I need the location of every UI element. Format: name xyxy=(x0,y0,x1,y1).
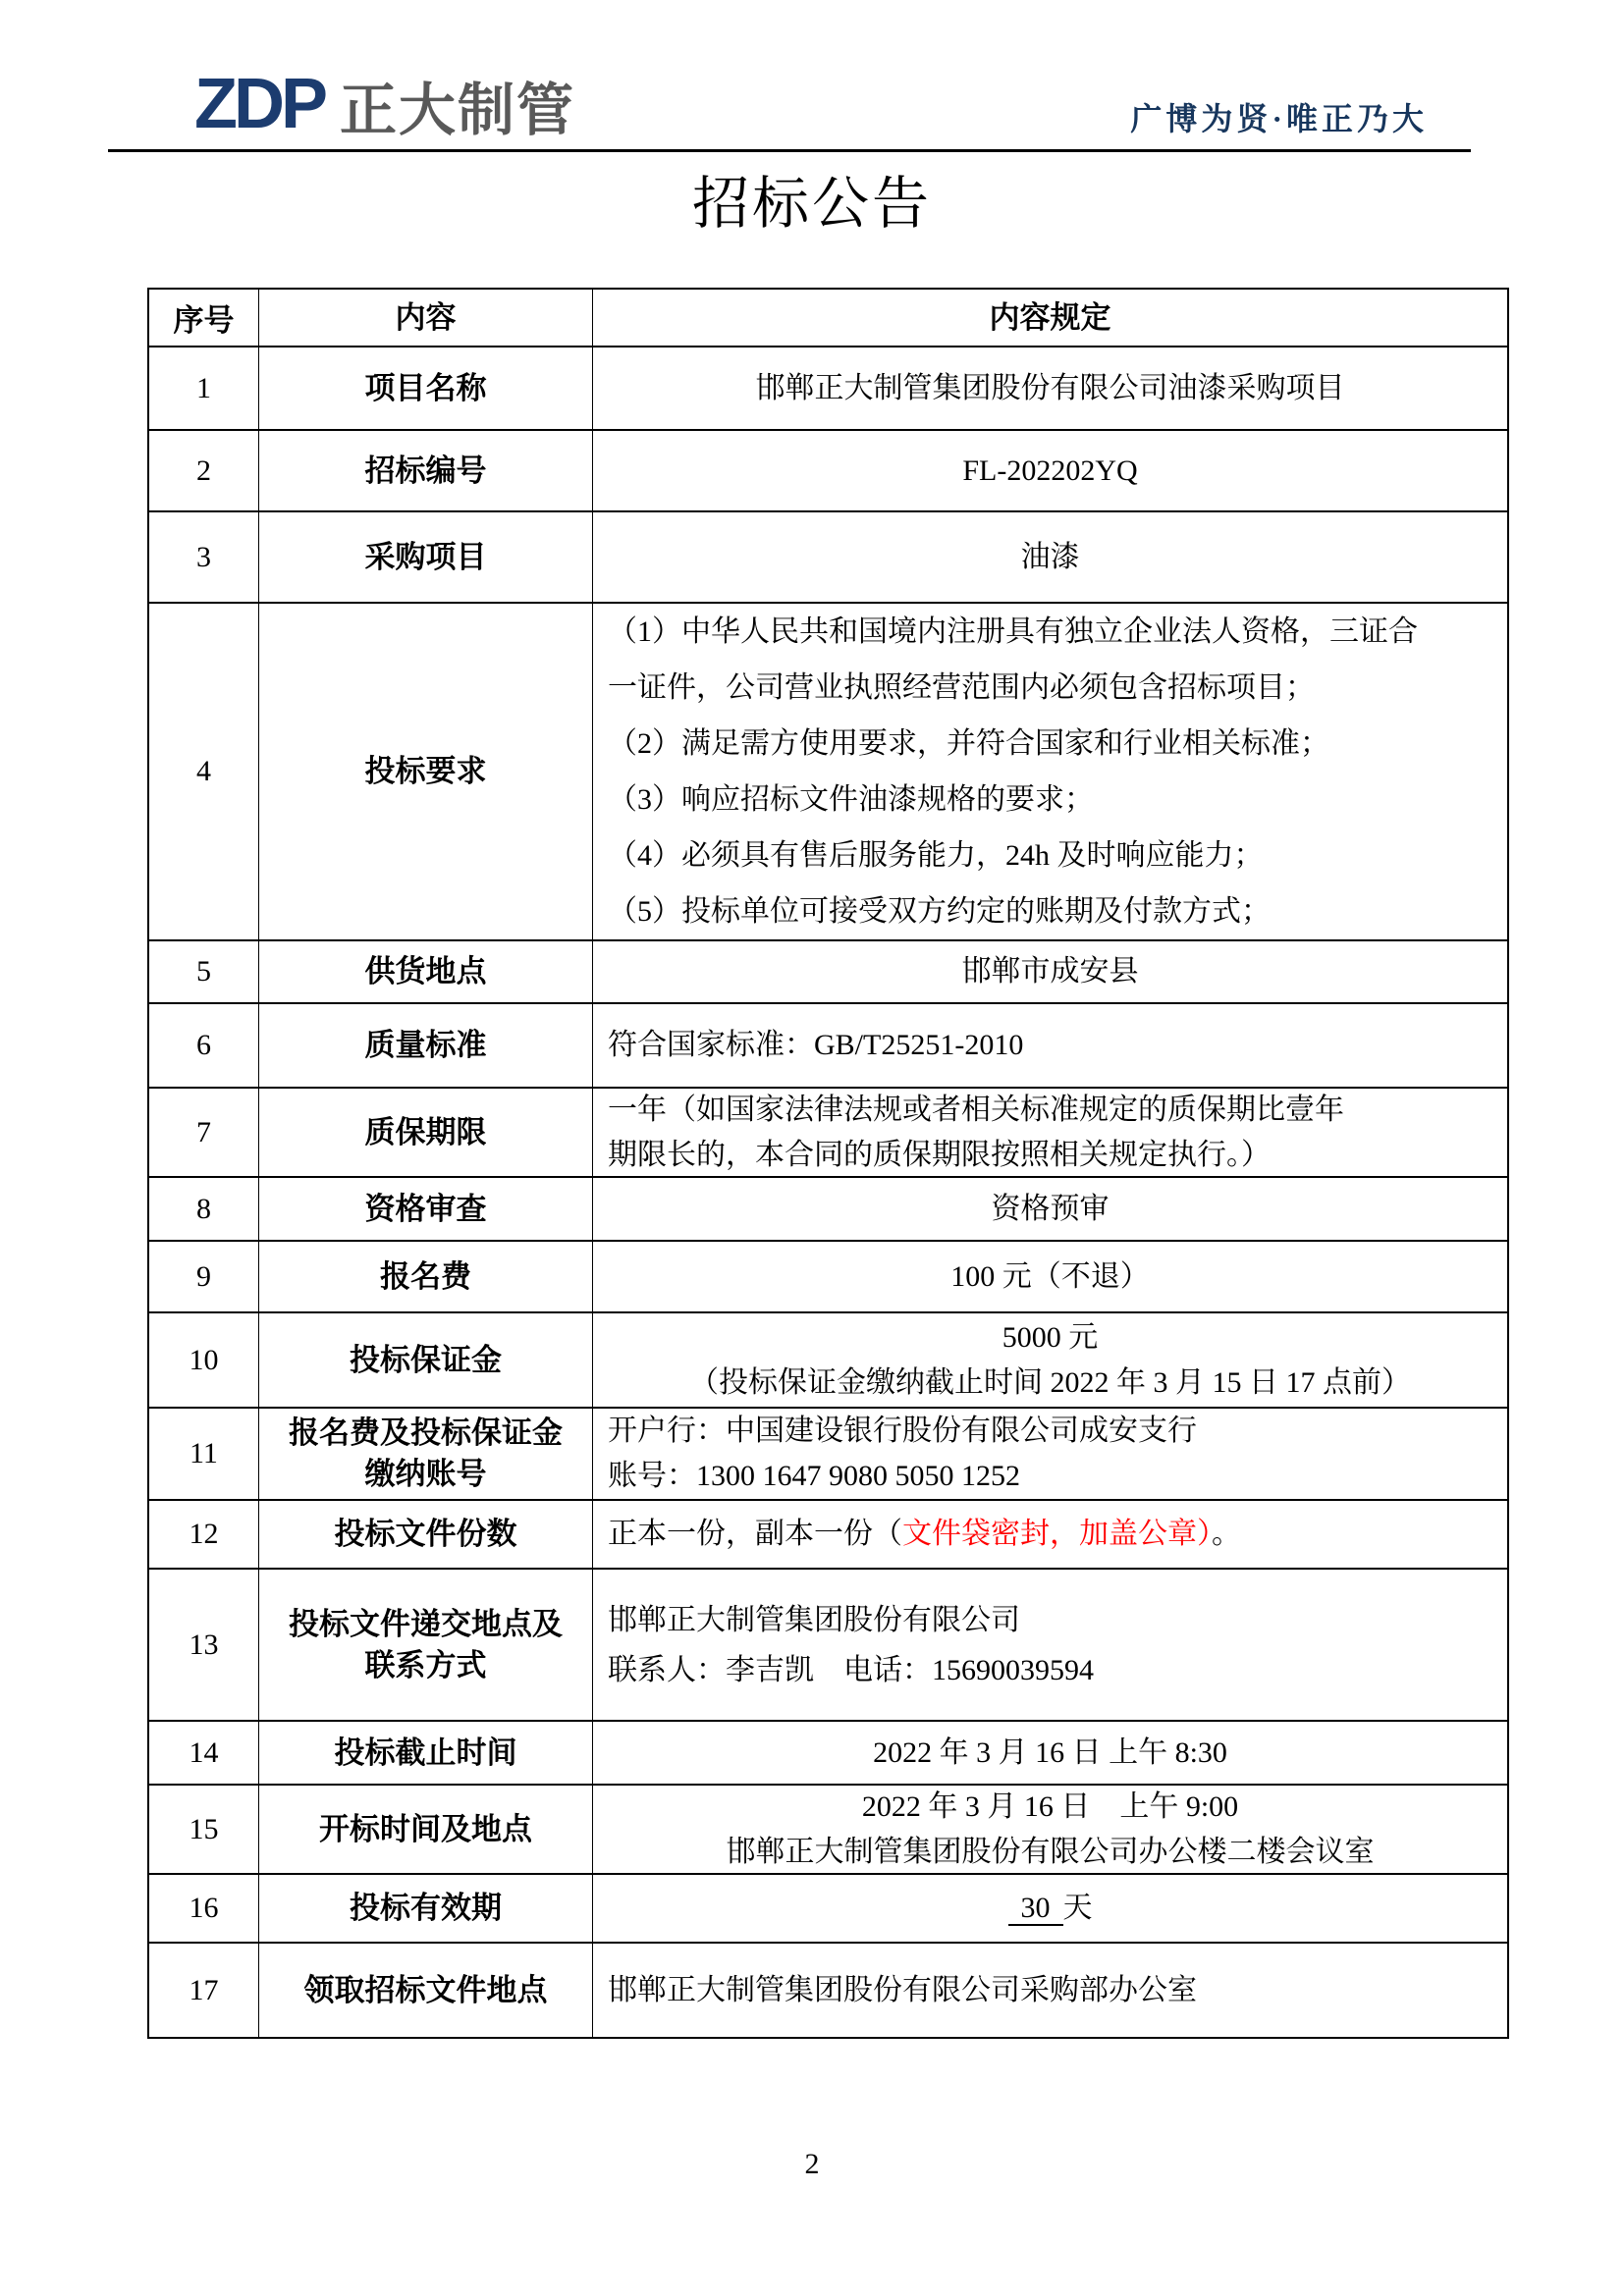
col-header-value: 内容规定 xyxy=(989,299,1111,335)
value-line: 账号：1300 1647 9080 5050 1252 xyxy=(608,1460,1020,1492)
requirement-line: （5）投标单位可接受双方约定的账期及付款方式； xyxy=(608,895,1271,928)
logo-company-name: 正大制管 xyxy=(340,78,576,142)
table-row xyxy=(149,1004,1507,1089)
table-row xyxy=(149,1178,1507,1242)
requirement-line: （4）必须具有售后服务能力，24h 及时响应能力； xyxy=(608,839,1264,872)
row-number: 4 xyxy=(149,604,259,939)
value-line: 邯郸正大制管集团股份有限公司 xyxy=(608,1603,1020,1636)
row-value: FL-202202YQ xyxy=(962,454,1138,487)
row-number: 10 xyxy=(149,1313,259,1407)
table-row xyxy=(149,941,1507,1004)
row-value xyxy=(593,1409,1507,1499)
row-number: 5 xyxy=(149,941,259,1002)
row-label: 资格审查 xyxy=(259,1178,593,1240)
logo-zdp-mark: ZDP xyxy=(194,65,324,143)
table-row xyxy=(149,1409,1507,1501)
row-value xyxy=(593,1786,1507,1873)
table-row xyxy=(149,1875,1507,1944)
row-number: 16 xyxy=(149,1875,259,1942)
row-number: 12 xyxy=(149,1501,259,1568)
table-row xyxy=(149,1944,1507,2037)
value-line: （投标保证金缴纳截止时间 2022 年 3 月 15 日 17 点前） xyxy=(689,1365,1411,1399)
row-label: 投标保证金 xyxy=(259,1313,593,1407)
value-line: 联系人：李吉凯 电话：15690039594 xyxy=(608,1653,1094,1686)
row-number: 7 xyxy=(149,1089,259,1176)
table-row xyxy=(149,347,1507,431)
row-label: 投标有效期 xyxy=(259,1875,593,1942)
value-text-red: 文件袋密封，加盖公章） xyxy=(902,1518,1212,1550)
value-line: 期限长的，本合同的质保期限按照相关规定执行。） xyxy=(608,1138,1271,1171)
row-number: 13 xyxy=(149,1570,259,1720)
row-value: 邯郸正大制管集团股份有限公司采购部办公室 xyxy=(608,1973,1197,2006)
requirement-line: （2）满足需方使用要求，并符合国家和行业相关标准； xyxy=(608,727,1329,760)
row-number: 9 xyxy=(149,1242,259,1311)
label-line: 缴纳账号 xyxy=(364,1457,487,1491)
page-title: 招标公告 xyxy=(691,172,932,236)
table-row xyxy=(149,604,1507,941)
row-value: 2022 年 3 月 16 日 上午 8:30 xyxy=(873,1735,1227,1769)
row-label: 供货地点 xyxy=(259,941,593,1002)
validity-days-underlined: 30 xyxy=(1008,1892,1063,1926)
row-value xyxy=(593,1570,1507,1720)
validity-unit: 天 xyxy=(1062,1892,1093,1924)
row-number: 1 xyxy=(149,347,259,429)
col-header-no: 序号 xyxy=(149,290,259,346)
row-value xyxy=(593,1313,1507,1407)
company-slogan: 广博为贤·唯正乃大 xyxy=(1130,101,1428,136)
row-value: 资格预审 xyxy=(991,1192,1110,1225)
row-label: 采购项目 xyxy=(259,512,593,602)
row-value xyxy=(593,1501,1507,1568)
row-label: 投标文件份数 xyxy=(259,1501,593,1568)
row-label: 领取招标文件地点 xyxy=(259,1944,593,2037)
value-line: 一年（如国家法律法规或者相关标准规定的质保期比壹年 xyxy=(608,1093,1344,1126)
requirement-line: （1）中华人民共和国境内注册具有独立企业法人资格，三证合 xyxy=(608,615,1418,648)
row-value xyxy=(593,1089,1507,1176)
row-label: 报名费 xyxy=(259,1242,593,1311)
row-number: 8 xyxy=(149,1178,259,1240)
tender-table xyxy=(147,288,1509,2039)
row-number: 11 xyxy=(149,1409,259,1499)
row-label xyxy=(259,1570,593,1720)
row-number: 14 xyxy=(149,1722,259,1784)
label-line: 报名费及投标保证金 xyxy=(289,1415,563,1450)
table-row xyxy=(149,1313,1507,1409)
table-header-row xyxy=(149,290,1507,347)
table-row xyxy=(149,1501,1507,1570)
row-value xyxy=(593,604,1507,939)
row-label: 项目名称 xyxy=(259,347,593,429)
requirement-line: （3）响应招标文件油漆规格的要求； xyxy=(608,783,1094,816)
row-value: 油漆 xyxy=(1020,540,1080,573)
label-line: 投标文件递交地点及 xyxy=(289,1606,563,1641)
table-row xyxy=(149,431,1507,512)
row-value: 100 元（不退） xyxy=(950,1259,1150,1293)
row-label: 质保期限 xyxy=(259,1089,593,1176)
row-label: 招标编号 xyxy=(259,431,593,510)
row-label: 投标要求 xyxy=(259,604,593,939)
label-line: 联系方式 xyxy=(364,1647,487,1682)
table-row xyxy=(149,1089,1507,1178)
table-row xyxy=(149,512,1507,604)
row-value: 邯郸正大制管集团股份有限公司油漆采购项目 xyxy=(755,371,1345,404)
value-text: 。 xyxy=(1212,1518,1241,1550)
row-number: 6 xyxy=(149,1004,259,1087)
row-value: 符合国家标准：GB/T25251-2010 xyxy=(608,1029,1024,1061)
table-row xyxy=(149,1242,1507,1313)
company-logo xyxy=(194,65,576,143)
table-row xyxy=(149,1570,1507,1722)
value-text: 正本一份，副本一份（ xyxy=(608,1518,902,1550)
row-number: 15 xyxy=(149,1786,259,1873)
row-label: 开标时间及地点 xyxy=(259,1786,593,1873)
row-label: 质量标准 xyxy=(259,1004,593,1087)
value-line: 5000 元 xyxy=(1001,1320,1099,1354)
value-line: 2022 年 3 月 16 日 上午 9:00 xyxy=(861,1789,1239,1823)
value-line: 开户行：中国建设银行股份有限公司成安支行 xyxy=(608,1415,1197,1447)
value-line: 邯郸正大制管集团股份有限公司办公楼二楼会议室 xyxy=(726,1835,1375,1868)
row-value: 邯郸市成安县 xyxy=(961,955,1139,988)
page-number: 2 xyxy=(804,2148,820,2180)
table-row xyxy=(149,1786,1507,1875)
requirement-line: 一证件，公司营业执照经营范围内必须包含招标项目； xyxy=(608,671,1315,704)
header-divider xyxy=(108,149,1471,152)
row-label: 投标截止时间 xyxy=(259,1722,593,1784)
row-label xyxy=(259,1409,593,1499)
row-number: 3 xyxy=(149,512,259,602)
value-line xyxy=(608,1513,1241,1556)
col-header-label: 内容 xyxy=(259,290,593,346)
value-line xyxy=(1008,1887,1093,1930)
row-number: 17 xyxy=(149,1944,259,2037)
table-row xyxy=(149,1722,1507,1786)
row-number: 2 xyxy=(149,431,259,510)
row-value xyxy=(593,1875,1507,1942)
